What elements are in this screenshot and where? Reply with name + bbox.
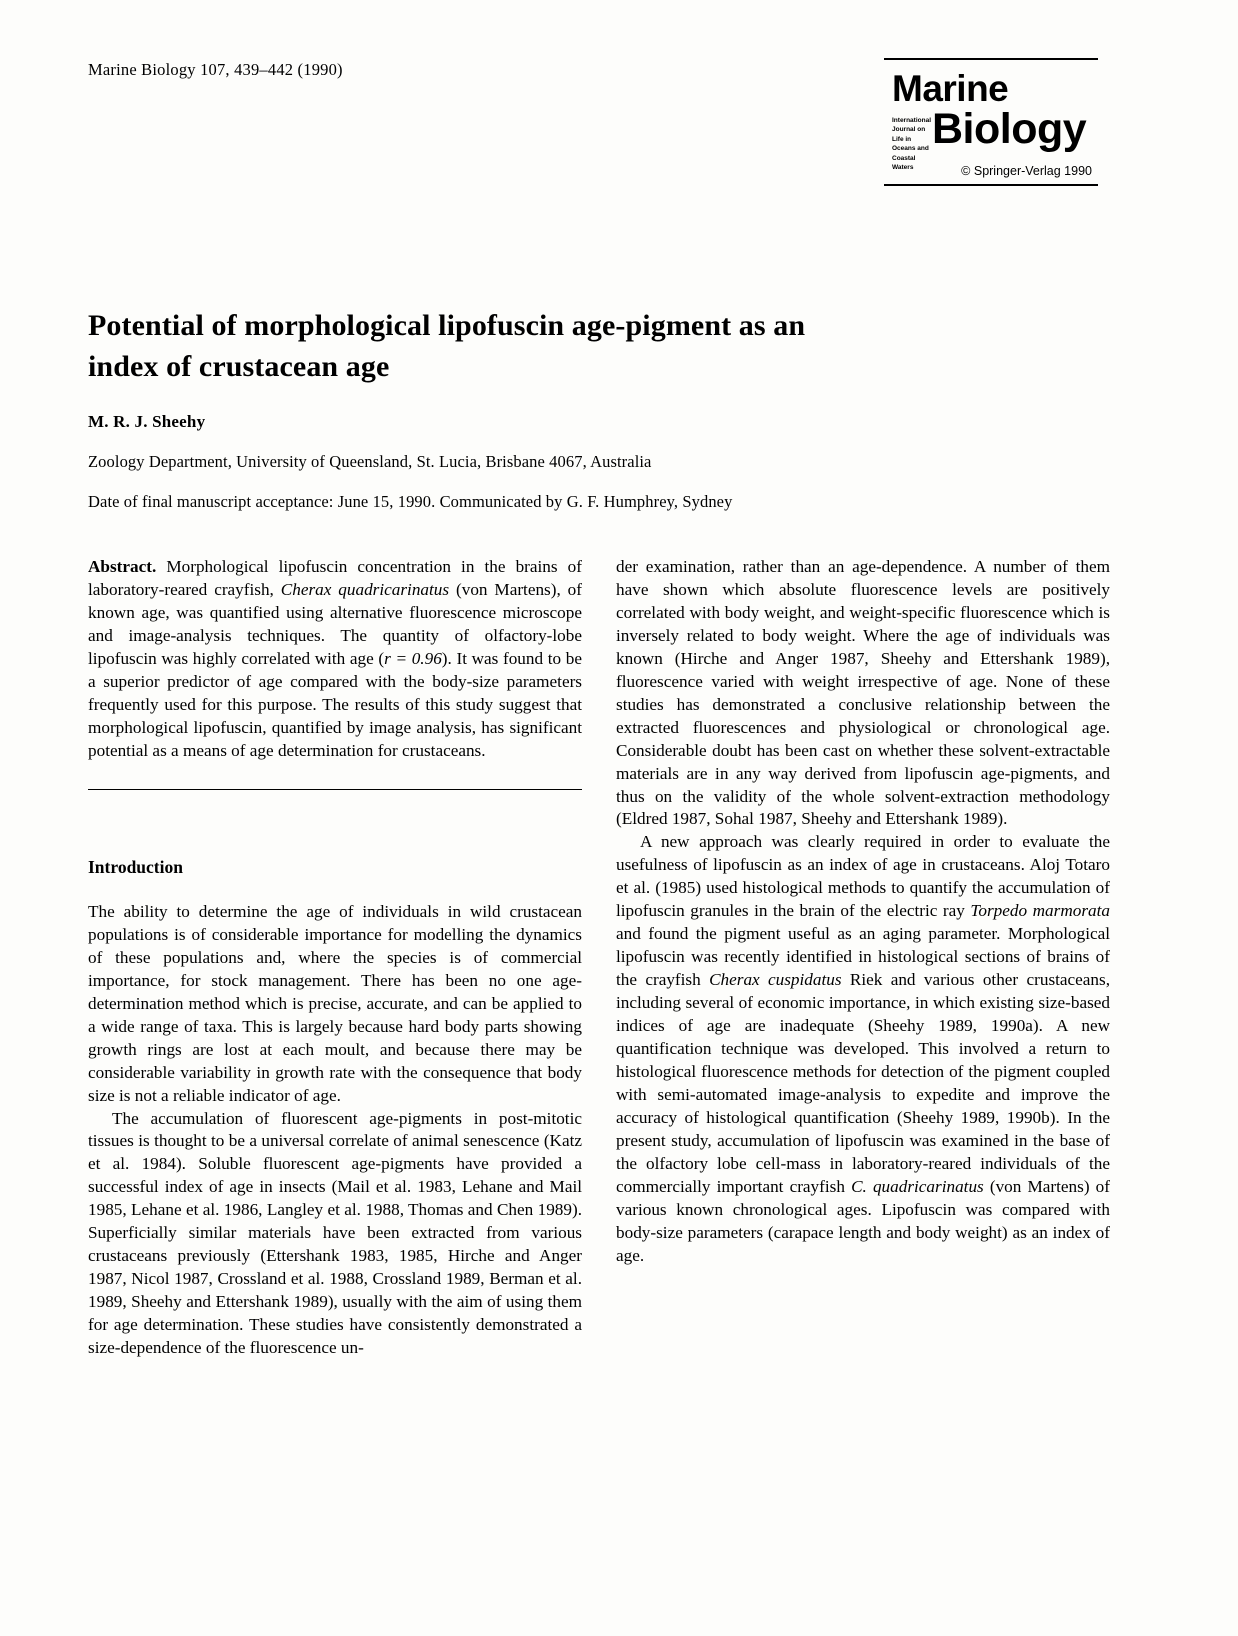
intro-paragraph-3: der examination, rather than an age-dependence. A number of them have shown which absolute fluorescence levels are positively correlated with body weight, and weight-specific fluorescence which is inversely related to body weight. Where the age of individuals was known (Hirche and Anger 1987, Sheehy and Ettershank 1989), fluorescence varied with weight irrespective of age. None of these studies has demonstrated a conclusive relationship between the extracted fluorescences and physiological or chronological age. Considerable doubt has been cast on whether these solvent-extractable materials are in any way derived from lipofuscin age-pigments, and thus on the validity of the whole solvent-extraction methodology (Eldred 1987, Sohal 1987, Sheehy and Ettershank 1989). — [616, 557, 1110, 829]
intro-paragraph-1: The ability to determine the age of individuals in wild crustacean populations is of considerable importance for modelling the dynamics of these populations and, where the species is of commercial importance, for stock management. There has been no one age-determination method which is precise, accurate, and can be applied to a wide range of taxa. This is largely because hard body parts showing growth rings are lost at each moult, and because there may be considerable variability in growth rate with the consequence that body size is not a reliable indicator of age. — [88, 901, 582, 1105]
journal-logo — [884, 58, 1098, 186]
logo-copyright: © Springer-Verlag 1990 — [961, 164, 1092, 178]
logo-title-biology: Biology — [932, 105, 1087, 153]
logo-subtitle: International Journal on Life in Oceans and Coastal Waters — [892, 117, 932, 172]
logo-title-marine: Marine — [892, 68, 1009, 109]
intro-paragraph-4: A new approach was clearly required in order to evaluate the usefulness of lipofuscin as an index of age in crustaceans. Aloj Totaro et al. (1985) used histological methods to quantify the accumulation of lipofuscin granules in the brain of the electric ray Torpedo marmorata and found the pigment useful as an aging parameter. Morphological lipofuscin was recently identified in histological sections of brains of the crayfish Cherax cuspidatus Riek and various other crustaceans, including several of economic importance, in which existing size-based indices of age are inadequate (Sheehy 1989, 1990a). A new quantification technique was developed. This involved a return to histological fluorescence methods for detection of the pigment coupled with semi-automated image-analysis to expedite and improve the accuracy of histological quantification (Sheehy 1989, 1990b). In the present study, accumulation of lipofuscin was examined in the base of the olfactory lobe cell-mass in laboratory-reared individuals of the commercially important crayfish C. quadricarinatus (von Martens) of various known chronological ages. Lipofuscin was compared with body-size parameters (carapace length and body weight) as an index of age. — [616, 832, 1110, 1265]
column-right — [616, 556, 1110, 1268]
abstract-label: Abstract. — [88, 557, 157, 576]
intro-paragraph-2: The accumulation of fluorescent age-pigments in post-mitotic tissues is thought to be a universal correlate of animal senescence (Katz et al. 1984). Soluble fluorescent age-pigments have provided a successful index of age in insects (Mail et al. 1983, Lehane and Mail 1985, Lehane et al. 1986, Langley et al. 1988, Thomas and Chen 1989). Superficially similar materials have been extracted from various crustaceans previously (Ettershank 1983, 1985, Hirche and Anger 1987, Nicol 1987, Crossland et al. 1988, Crossland 1989, Berman et al. 1989, Sheehy and Ettershank 1989), usually with the aim of using them for age determination. These studies have consistently demonstrated a size-dependence of the fluorescence un- — [88, 1108, 582, 1358]
author-affiliation: Zoology Department, University of Queensland, St. Lucia, Brisbane 4067, Australia — [88, 452, 652, 471]
journal-reference: Marine Biology 107, 439–442 (1990) — [88, 60, 343, 79]
abstract-text: Morphological lipofuscin concentration in the brains of laboratory-reared crayfish, Cherax quadricarinatus (von Martens), of known age, was quantified using alternative fluorescence microscope and image-analysis techniques. The quantity of olfactory-lobe lipofuscin was highly correlated with age (r = 0.96). It was found to be a superior predictor of age compared with the body-size parameters frequently used for this purpose. The results of this study suggest that morphological lipofuscin, quantified by image analysis, has significant potential as a means of age determination for crustaceans. — [88, 557, 582, 760]
abstract-divider — [88, 789, 582, 790]
acceptance-note: Date of final manuscript acceptance: June 15, 1990. Communicated by G. F. Humphrey, Sydney — [88, 492, 733, 511]
page-title: Potential of morphological lipofuscin age-pigment as an index of crustacean age — [88, 309, 806, 384]
abstract-paragraph — [88, 556, 582, 763]
section-heading-introduction: Introduction — [88, 856, 183, 877]
column-left — [88, 556, 582, 1360]
author-name: M. R. J. Sheehy — [88, 412, 206, 431]
